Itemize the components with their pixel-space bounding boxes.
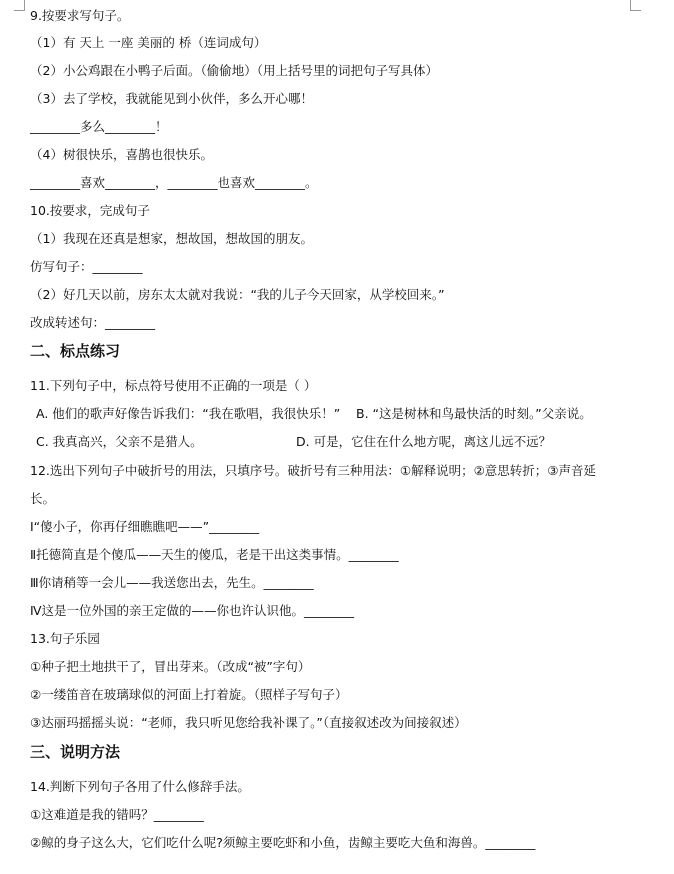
question-10-item-1: （1）我现在还真是想家，想故国，想故国的朋友。	[30, 231, 313, 246]
question-13-item-2: ②一缕笛音在玻璃球似的河面上打着旋。（照样子写句子）	[30, 687, 348, 702]
question-9-title: 9.按要求写句子。	[30, 8, 130, 23]
question-12-title: 12.选出下列句子中破折号的用法，只填序号。破折号有三种用法：①解释说明；②意思转折；③声音延	[30, 463, 596, 478]
question-14-item-1: ①这难道是我的错吗？________	[30, 807, 204, 822]
question-11-option-d: D. 可是，它住在什么地方呢，离这儿远不远？	[296, 434, 552, 449]
question-9-item-2: （2）小公鸡跟在小鸭子后面。（偷偷地）（用上括号里的词把句子写具体）	[30, 63, 438, 78]
question-10-item-1-answer: 仿写句子：________	[30, 259, 143, 274]
question-13-item-1: ①种子把土地拱干了，冒出芽来。（改成“被”字句）	[30, 659, 311, 674]
question-11-option-a: A. 他们的歌声好像告诉我们：“我在歌唱，我很快乐！”	[36, 406, 341, 421]
question-12-item-i: Ⅰ“傻小子，你再仔细瞧瞧吧——”________	[30, 519, 260, 534]
question-13-title: 13.句子乐园	[30, 631, 100, 646]
question-12-item-ii: Ⅱ托德简直是个傻瓜——天生的傻瓜，老是干出这类事情。________	[30, 547, 399, 562]
section-3-heading: 三、说明方法	[30, 743, 121, 761]
page-corner-mark-left	[14, 0, 25, 11]
question-10-item-2-answer: 改成转述句：________	[30, 315, 156, 330]
question-10-item-2: （2）好几天以前，房东太太就对我说：“我的儿子今天回家，从学校回来。”	[30, 287, 445, 302]
question-12-title-continued: 长。	[30, 491, 56, 506]
question-11-title: 11.下列句子中，标点符号使用不正确的一项是（ ）	[30, 378, 317, 393]
question-9-item-1: （1）有 天上 一座 美丽的 桥（连词成句）	[30, 35, 267, 50]
question-12-item-iii: Ⅲ你请稍等一会儿——我送您出去，先生。________	[30, 575, 314, 590]
question-11-option-b: B. “这是树林和鸟最快活的时刻。”父亲说。	[356, 406, 592, 421]
question-9-item-3-answer: ________多么________！	[30, 119, 168, 134]
question-14-title: 14.判断下列句子各用了什么修辞手法。	[30, 779, 250, 794]
question-9-item-4-answer: ________喜欢________，________也喜欢________。	[30, 175, 318, 190]
page-corner-mark-right	[630, 0, 641, 11]
question-12-item-iv: Ⅳ这是一位外国的亲王定做的——你也许认识他。________	[30, 603, 355, 618]
question-9-item-3: （3）去了学校，我就能见到小伙伴，多么开心哪！	[30, 91, 313, 106]
question-11-option-c: C. 我真高兴，父亲不是猎人。	[36, 434, 203, 449]
question-9-item-4: （4）树很快乐，喜鹊也很快乐。	[30, 147, 213, 162]
question-14-item-2: ②鲸的身子这么大，它们吃什么呢?须鲸主要吃虾和小鱼，齿鲸主要吃大鱼和海兽。________	[30, 835, 536, 850]
question-10-title: 10.按要求，完成句子	[30, 203, 150, 218]
question-13-item-3: ③达丽玛摇摇头说：“老师，我只听见您给我补课了。”（直接叙述改为间接叙述）	[30, 715, 467, 730]
section-2-heading: 二、标点练习	[30, 342, 121, 360]
